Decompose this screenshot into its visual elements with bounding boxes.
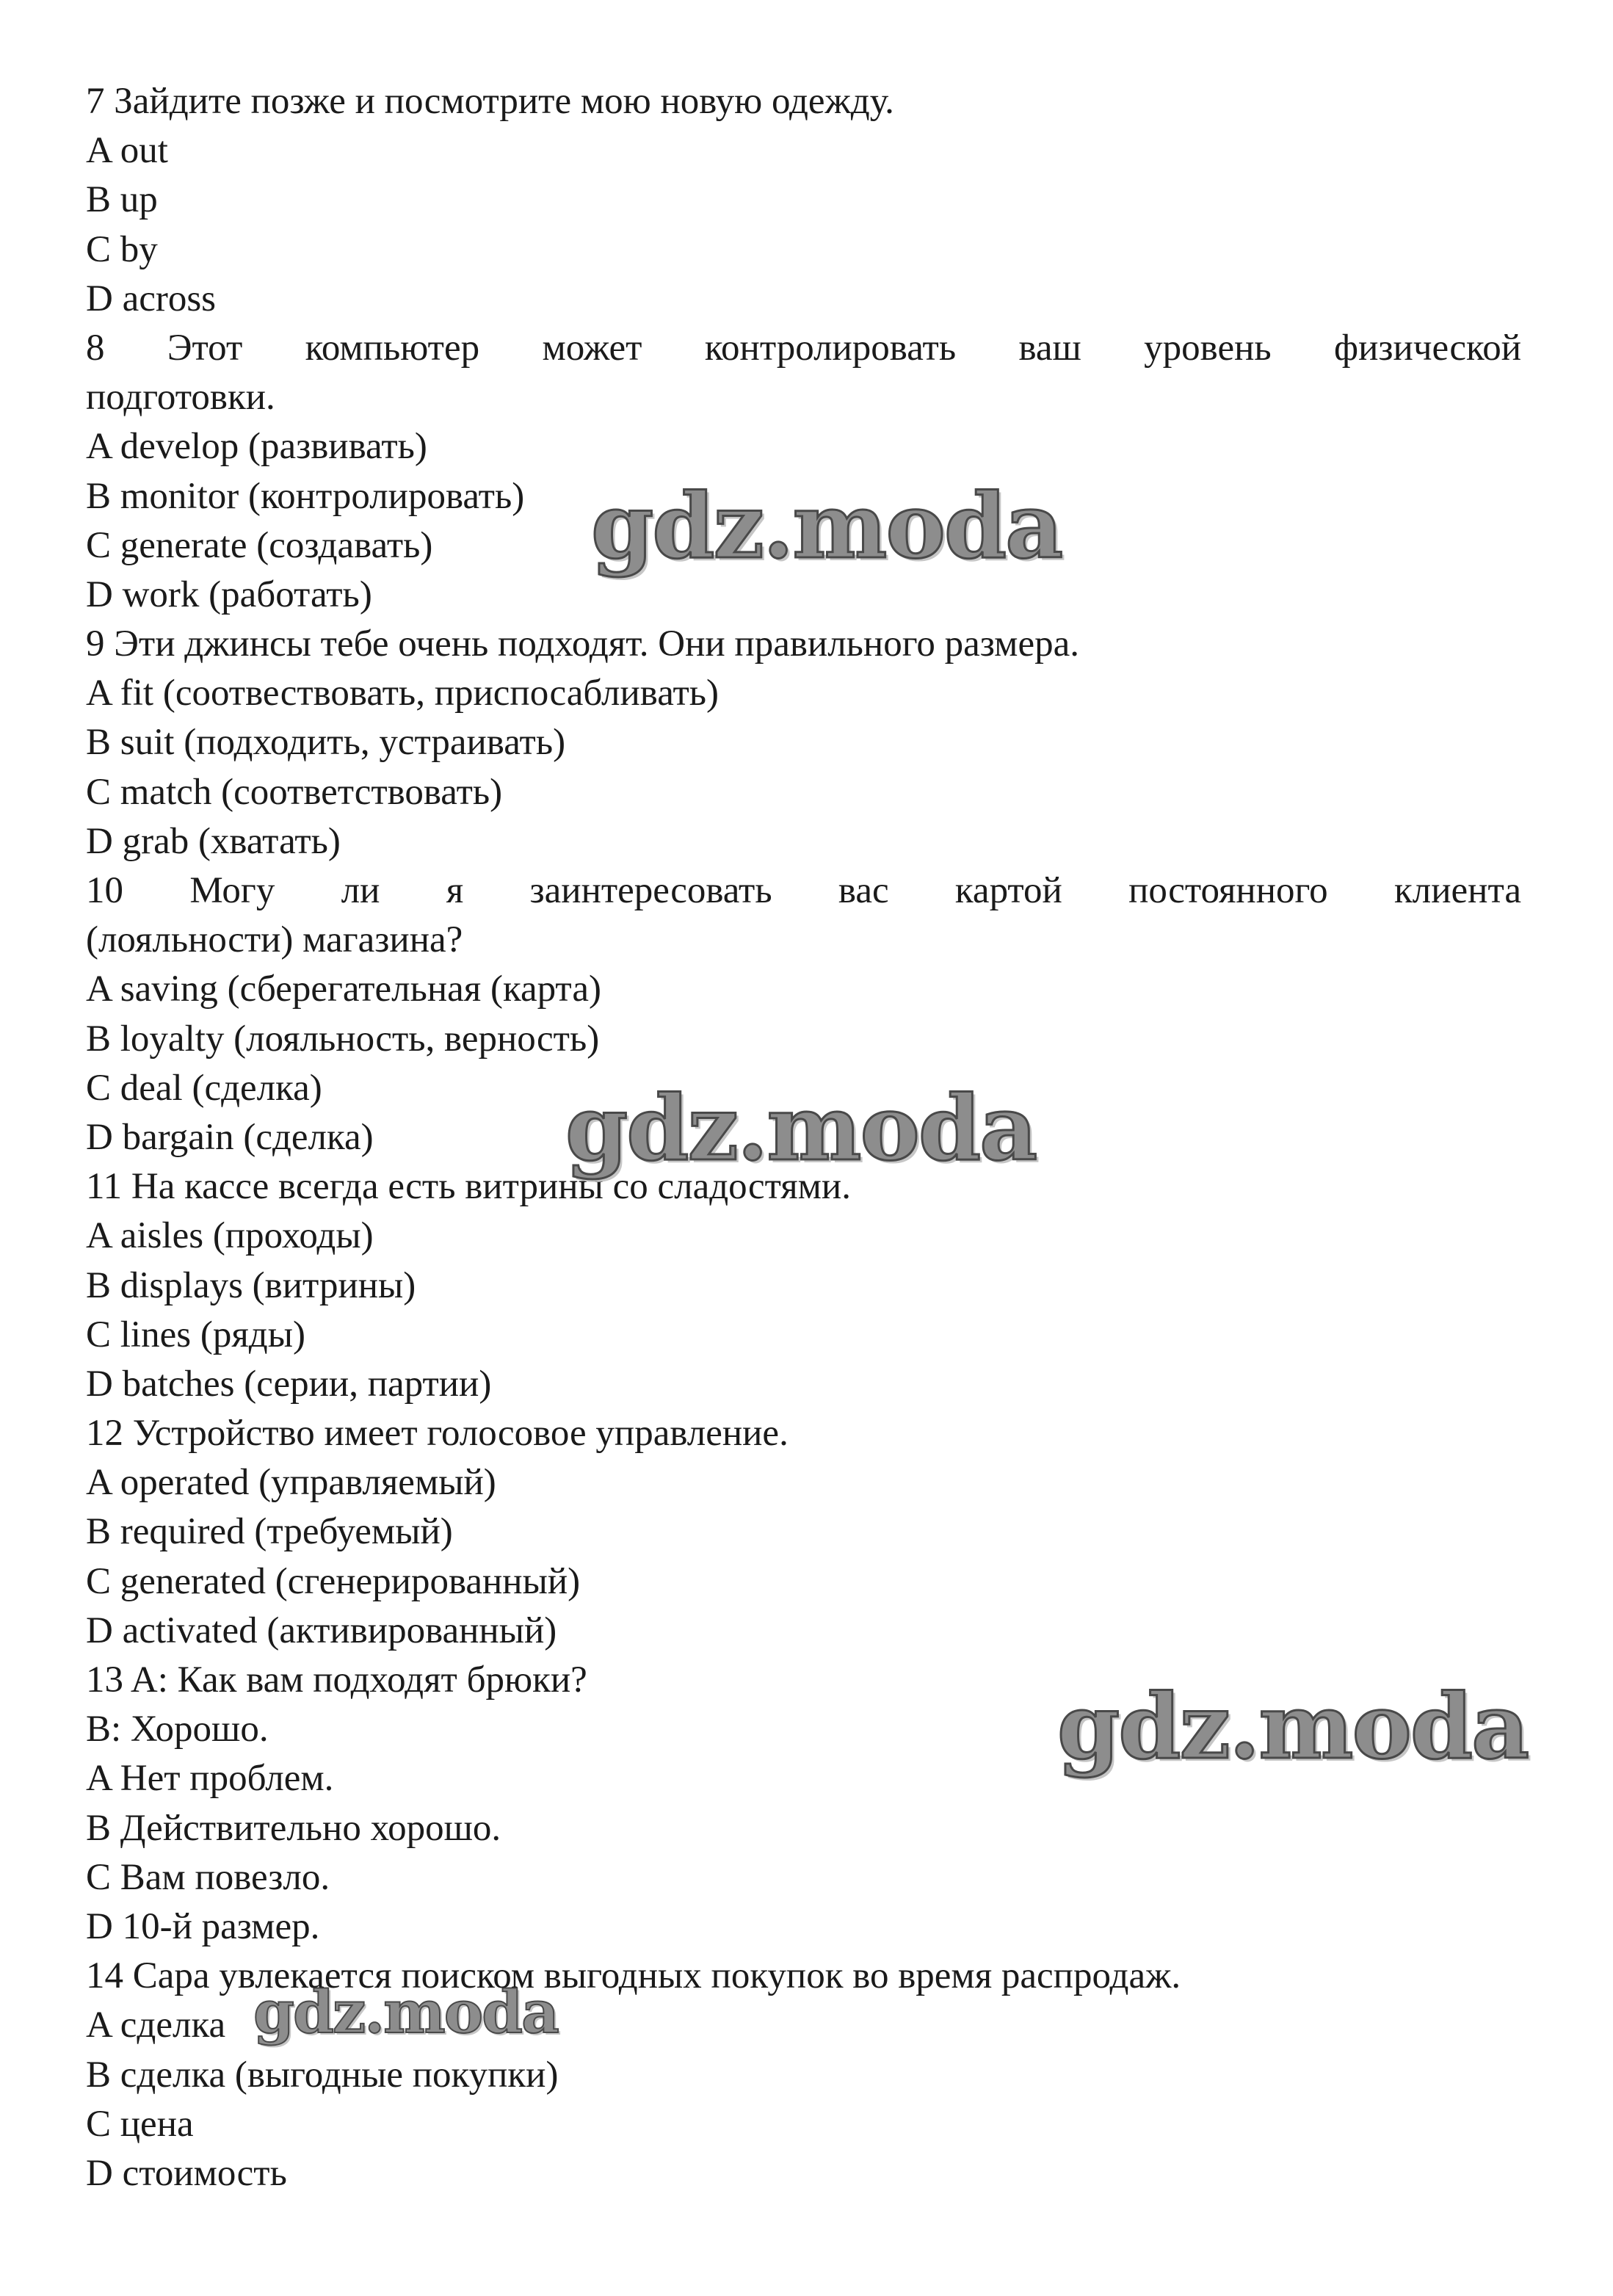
question-7: 7 Зайдите позже и посмотрите мою новую одежду. (86, 81, 894, 122)
question-14: 14 Сара увлекается поиском выгодных покупок во время распродаж. (86, 1955, 1181, 1997)
option-a: A saving (сберегательная (карта) (86, 968, 601, 1010)
option-d: D activated (активированный) (86, 1609, 557, 1651)
option-a: A aisles (проходы) (86, 1215, 374, 1257)
question-13: 13 A: Как вам подходят брюки? (86, 1659, 587, 1701)
option-d: D 10-й размер. (86, 1905, 320, 1947)
option-d: D batches (серии, партии) (86, 1363, 492, 1405)
question-13-reply: B: Хорошо. (86, 1709, 269, 1750)
option-a: A fit (соотвествовать, приспосабливать) (86, 673, 719, 714)
option-d: D стоимость (86, 2152, 287, 2194)
option-b: B Действительно хорошо. (86, 1807, 501, 1849)
option-c: C Вам повезло. (86, 1856, 330, 1898)
question-11: 11 На кассе всегда есть витрины со сладостями. (86, 1166, 851, 1208)
option-a: A out (86, 130, 168, 172)
question-8: 8 Этот компьютер может контролировать ваш уровень физической (86, 327, 1521, 369)
option-c: C deal (сделка) (86, 1067, 322, 1109)
option-c: C цена (86, 2103, 194, 2145)
watermark-logo: gdz.moda (565, 1075, 1037, 1181)
question-12: 12 Устройство имеет голосовое управление. (86, 1413, 789, 1455)
option-d: D grab (хватать) (86, 820, 341, 862)
option-c: C generate (создавать) (86, 524, 433, 566)
option-b: B displays (витрины) (86, 1264, 416, 1306)
option-d: D bargain (сделка) (86, 1116, 374, 1158)
option-c: C match (соответствовать) (86, 771, 503, 813)
option-c: C lines (ряды) (86, 1314, 305, 1355)
question-10-continued: (лояльности) магазина? (86, 919, 463, 961)
option-a: A Нет проблем. (86, 1758, 334, 1800)
option-b: B monitor (контролировать) (86, 475, 525, 517)
option-b: B suit (подходить, устраивать) (86, 722, 566, 764)
option-a: A operated (управляемый) (86, 1462, 496, 1504)
watermark-logo: gdz.moda (591, 473, 1062, 579)
option-b: B up (86, 179, 158, 221)
option-b: B сделка (выгодные покупки) (86, 2054, 559, 2096)
option-a: A develop (развивать) (86, 426, 427, 468)
option-c: C by (86, 228, 158, 270)
question-10: 10 Могу ли я заинтересовать вас картой постоянного клиента (86, 870, 1521, 911)
question-8-continued: подготовки. (86, 377, 275, 419)
option-b: B loyalty (лояльность, верность) (86, 1018, 600, 1060)
option-c: C generated (сгенерированный) (86, 1560, 581, 1602)
option-a: A сделка (86, 2005, 226, 2046)
watermark-logo: gdz.moda (1057, 1673, 1529, 1779)
watermark-logo: gdz.moda (253, 1977, 558, 2046)
question-9: 9 Эти джинсы тебе очень подходят. Они правильного размера. (86, 623, 1079, 665)
option-d: D work (работать) (86, 573, 372, 615)
option-b: B required (требуемый) (86, 1511, 453, 1553)
option-d: D across (86, 278, 217, 319)
